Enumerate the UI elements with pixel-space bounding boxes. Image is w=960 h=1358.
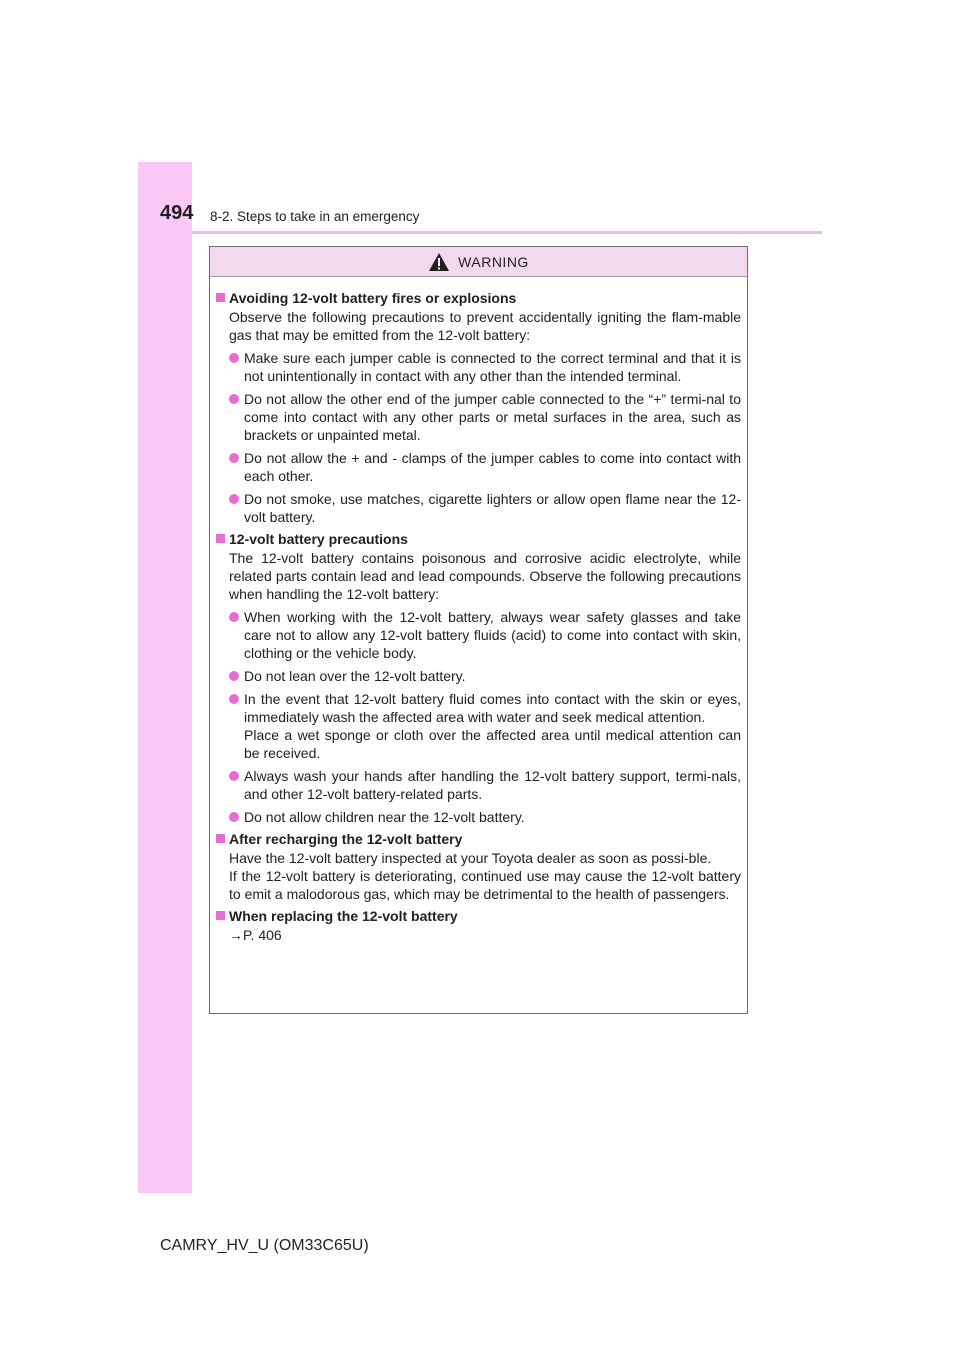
round-bullet-icon bbox=[229, 812, 239, 822]
bullet-item bbox=[216, 490, 741, 526]
square-bullet-icon bbox=[216, 534, 225, 543]
topic-title bbox=[216, 530, 741, 549]
topic-title-text: When replacing the 12-volt battery bbox=[229, 908, 458, 924]
document-code: CAMRY_HV_U (OM33C65U) bbox=[160, 1237, 369, 1254]
bullet-item bbox=[216, 667, 741, 685]
warning-body bbox=[210, 277, 747, 944]
warning-topic bbox=[216, 289, 741, 526]
bullet-text: When working with the 12-volt battery, always wear safety glasses and take care not to allow any 12-volt battery fluids (acid) to come into contact with skin, clothing or the vehicle body. bbox=[244, 609, 741, 661]
bullet-item bbox=[216, 449, 741, 485]
round-bullet-icon bbox=[229, 494, 239, 504]
warning-topic bbox=[216, 530, 741, 826]
square-bullet-icon bbox=[216, 911, 225, 920]
round-bullet-icon bbox=[229, 612, 239, 622]
topic-title bbox=[216, 830, 741, 849]
bullet-text: Do not allow the + and - clamps of the jumper cables to come into contact with each other. bbox=[244, 450, 741, 484]
topic-title-text: 12-volt battery precautions bbox=[229, 531, 408, 547]
bullet-item bbox=[216, 390, 741, 444]
round-bullet-icon bbox=[229, 453, 239, 463]
topic-title-text: After recharging the 12-volt battery bbox=[229, 831, 463, 847]
warning-header bbox=[210, 247, 747, 277]
section-title: 8-2. Steps to take in an emergency bbox=[210, 209, 420, 224]
round-bullet-icon bbox=[229, 394, 239, 404]
warning-box bbox=[209, 246, 748, 1014]
warning-topic bbox=[216, 907, 741, 944]
warning-label: WARNING bbox=[458, 253, 529, 270]
bullet-text: Do not allow the other end of the jumper cable connected to the “+” termi-nal to come into contact with any other parts or metal surfaces in the area, such as brackets or unpainted metal. bbox=[244, 391, 741, 443]
topic-title bbox=[216, 289, 741, 308]
bullet-text: Make sure each jumper cable is connected to the correct terminal and that it is not unintentionally in contact with any other than the intended terminal. bbox=[244, 350, 741, 384]
round-bullet-icon bbox=[229, 353, 239, 363]
square-bullet-icon bbox=[216, 834, 225, 843]
bullet-item bbox=[216, 767, 741, 803]
bullet-text: In the event that 12-volt battery fluid comes into contact with the skin or eyes, immediately wash the affected area with water and seek medical attention. Place a wet sponge or cloth over the affected area until medical attention can be received. bbox=[244, 691, 741, 761]
bullet-item bbox=[216, 349, 741, 385]
page-number: 494 bbox=[160, 202, 194, 224]
square-bullet-icon bbox=[216, 293, 225, 302]
warning-triangle-icon bbox=[428, 252, 450, 272]
bullet-text: Always wash your hands after handling the 12-volt battery support, termi-nals, and other 12-volt battery-related parts. bbox=[244, 768, 741, 802]
bullet-text: Do not lean over the 12-volt battery. bbox=[244, 668, 466, 684]
topic-paragraph: Have the 12-volt battery inspected at your Toyota dealer as soon as possi-ble. bbox=[229, 850, 712, 866]
bullet-item bbox=[216, 608, 741, 662]
header-rule bbox=[192, 231, 822, 234]
round-bullet-icon bbox=[229, 771, 239, 781]
topic-paragraph: →P. 406 bbox=[229, 927, 282, 943]
round-bullet-icon bbox=[229, 671, 239, 681]
topic-title bbox=[216, 907, 741, 926]
topic-title-text: Avoiding 12-volt battery fires or explosions bbox=[229, 290, 517, 306]
topic-paragraph: Observe the following precautions to prevent accidentally igniting the flam-mable gas that may be emitted from the 12-volt battery: bbox=[229, 309, 741, 343]
topic-paragraph: If the 12-volt battery is deteriorating, continued use may cause the 12-volt battery to emit a malodorous gas, which may be detrimental to the health of passengers. bbox=[229, 868, 741, 902]
bullet-text: Do not allow children near the 12-volt battery. bbox=[244, 809, 525, 825]
bullet-text: Do not smoke, use matches, cigarette lighters or allow open flame near the 12-volt battery. bbox=[244, 491, 741, 525]
warning-topic bbox=[216, 830, 741, 903]
topic-paragraph: The 12-volt battery contains poisonous and corrosive acidic electrolyte, while related parts contain lead and lead compounds. Observe the following precautions when handling the 12-volt battery: bbox=[229, 550, 741, 602]
bullet-item bbox=[216, 808, 741, 826]
round-bullet-icon bbox=[229, 694, 239, 704]
bullet-item bbox=[216, 690, 741, 762]
side-tab-band bbox=[138, 162, 192, 1193]
